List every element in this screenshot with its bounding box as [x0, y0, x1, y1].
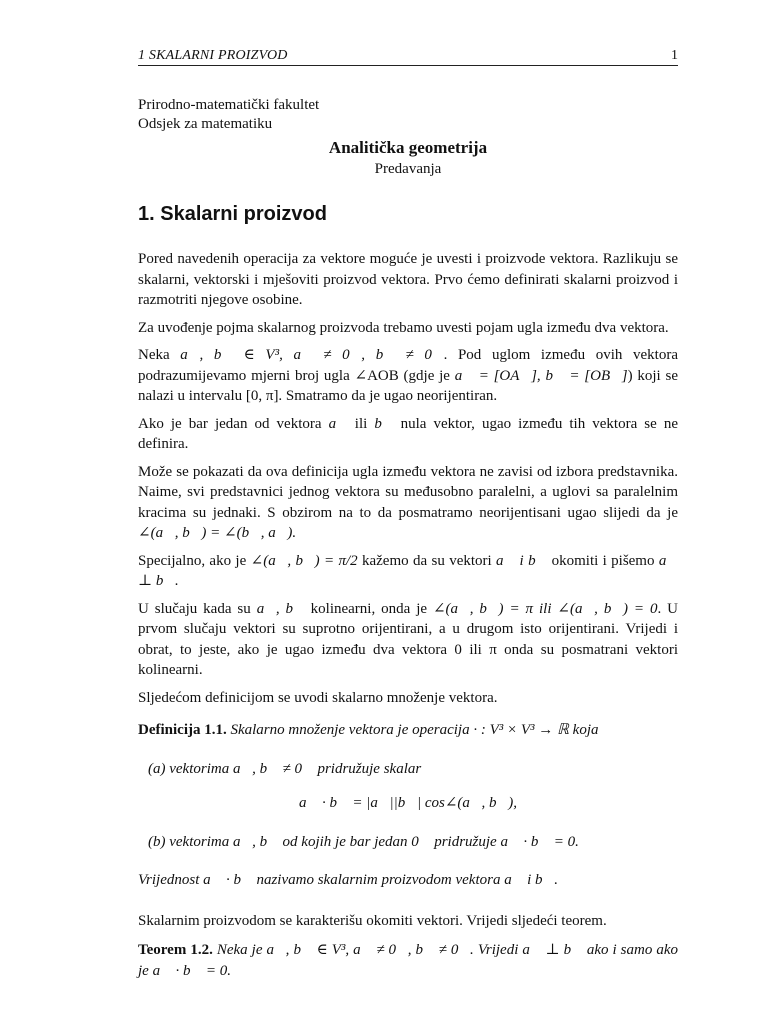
faculty-line: Prirodno-matematički fakultet [138, 97, 320, 113]
theorem-label: Teorem 1.2. [138, 942, 213, 958]
math-oa-ob: a⃗ = [OA⃗], b⃗ = [OB⃗] [454, 367, 628, 384]
affiliation [138, 96, 319, 134]
running-header [138, 44, 678, 66]
running-title: 1 SKALARNI PROIZVOD [138, 48, 288, 63]
body-text [138, 249, 678, 988]
paragraph-angle-intro: Za uvođenje pojma skalarnog proizvoda trebamo uvesti pojam ugla između dva vektora. [138, 319, 669, 336]
definition-1-1 [138, 720, 678, 741]
document-subtitle: Predavanja [374, 161, 442, 177]
theorem-text: Neka je a⃗, b⃗ ∈ V³, a⃗ ≠ 0⃗, b⃗ ≠ 0⃗. Vrijedi a⃗ ⊥ b⃗ ako i samo ako je a⃗ · b⃗ = 0. [138, 942, 679, 979]
document-title: Analitička geometrija [328, 138, 488, 157]
paragraph-orthogonal: Skalarnim proizvodom se karakterišu okomiti vektori. Vrijedi sljedeći teorem. [138, 912, 607, 929]
paragraph-zero-vector: Ako je bar jedan od vektora a⃗ ili b⃗ nula vektor, ugao između tih vektora se ne definira. [138, 415, 678, 452]
paragraph-right-angle: Specijalno, ako je ∠(a⃗, b⃗) = π/2 kažemo da su vektori a⃗ i b⃗ okomiti i pišemo a⃗ ⊥ b⃗. [138, 552, 679, 589]
definition-closing: Vrijednost a⃗ · b⃗ nazivamo skalarnim proizvodom vektora a⃗ i b⃗. [138, 872, 558, 888]
section-heading: 1. Skalarni proizvod [138, 203, 327, 225]
paragraph-intro: Pored navedenih operacija za vektore moguće je uvesti i proizvode vektora. Razlikuju se skalarni, vektorski i mješoviti proizvod vektora. Prvo ćemo definirati skalarni proizvod i razmotriti njegove osobine. [138, 251, 678, 308]
page-number: 1 [671, 48, 678, 63]
department-line: Odsjek za matematiku [138, 116, 273, 132]
definition-item-b: (b) vektorima a⃗, b⃗ od kojih je bar jedan 0⃗ pridružuje a⃗ · b⃗ = 0. [148, 833, 579, 850]
paragraph-collinear: U slučaju kada su a⃗, b⃗ kolinearni, onda je ∠(a⃗, b⃗) = π ili ∠(a⃗, b⃗) = 0. U prvom slučaju vektori su suprotno orijentirani, a u drugom isto orijentirani. Vrijedi i obrat, to jeste, ako je ugao između dva vektora 0 ili π onda su posmatrani vektori kolinearni. [138, 600, 678, 678]
display-formula: a⃗ · b⃗ = |a⃗||b⃗| cos∠(a⃗, b⃗), [299, 795, 517, 811]
paragraph-angle-def: Neka a⃗, b⃗ ∈ V³, a⃗ ≠ 0⃗, b⃗ ≠ 0⃗. Pod uglom između ovih vektora podrazumijevamo mjerni broj ugla ∠AOB (gdje je a⃗ = [OA⃗], b⃗ = [OB⃗]) koji se nalazi u intervalu [0, π]. Smatramo da je ugao neorijentiran. [138, 347, 678, 404]
theorem-1-2 [138, 940, 678, 981]
definition-label: Definicija 1.1. [138, 722, 227, 738]
math-neka: a⃗, b⃗ ∈ V³, a⃗ ≠ 0⃗, b⃗ ≠ 0⃗ [180, 347, 444, 363]
definition-text: Skalarno množenje vektora je operacija · : V³ × V³ → ℝ koja [230, 722, 599, 738]
paragraph-independence: Može se pokazati da ova definicija ugla između vektora ne zavisi od izbora predstavnika. Naime, svi predstavnici jednog vektora su međusobno paralelni, a uglovi sa paralelnim kracima su jednaki. S obzirom na to da posmatramo neorijentisani ugao slijedi da je ∠(a⃗, b⃗) = ∠(b⃗, a⃗). [138, 463, 678, 541]
paragraph-lead-in: Sljedećom definicijom se uvodi skalarno množenje vektora. [138, 689, 498, 706]
title-block [138, 137, 678, 179]
definition-item-a: (a) vektorima a⃗, b⃗ ≠ 0⃗ pridružuje skalar [148, 760, 422, 777]
math-symmetry: ∠(a⃗, b⃗) = ∠(b⃗, a⃗). [138, 525, 297, 541]
